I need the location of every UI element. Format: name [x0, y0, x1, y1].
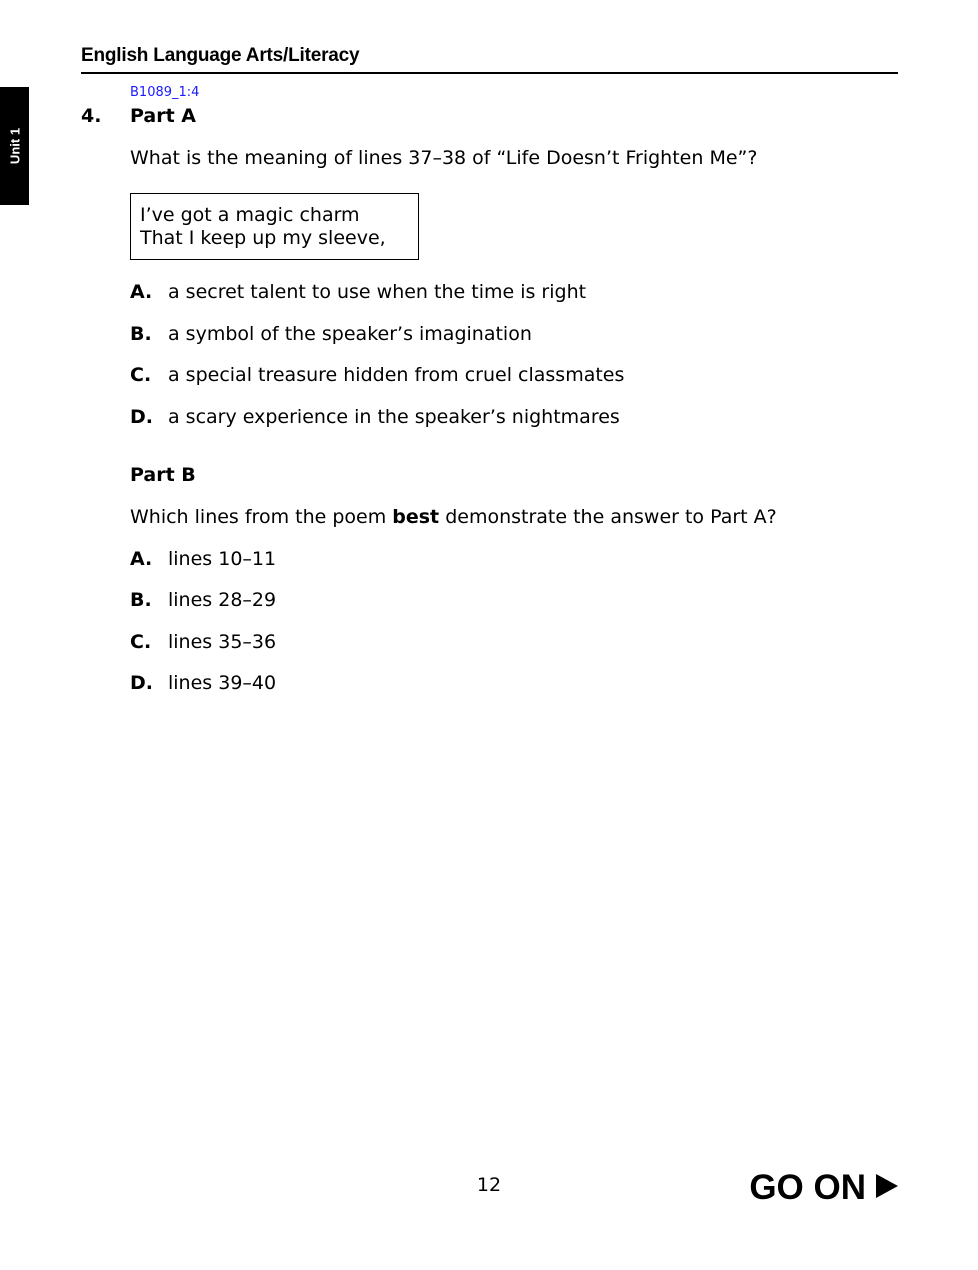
item-code: B1089_1:4 [130, 85, 200, 100]
option-text: lines 10–11 [168, 548, 277, 570]
option-letter: A. [130, 281, 153, 303]
option-letter: C. [130, 364, 152, 386]
part-a-option-d[interactable] [130, 406, 620, 428]
option-text: lines 28–29 [168, 589, 277, 611]
option-text: a scary experience in the speaker’s nightmares [168, 406, 620, 428]
part-a-option-b[interactable] [130, 323, 532, 345]
option-text: a symbol of the speaker’s imagination [168, 323, 532, 345]
part-a-question: What is the meaning of lines 37–38 of “Life Doesn’t Frighten Me”? [130, 147, 758, 169]
unit-tab [0, 87, 29, 205]
option-letter: B. [130, 589, 152, 611]
option-text: a special treasure hidden from cruel classmates [168, 364, 625, 386]
part-a-option-c[interactable] [130, 364, 624, 386]
option-letter: D. [130, 406, 153, 428]
page-number: 12 [476, 1174, 502, 1196]
part-b-question [130, 506, 777, 528]
part-b-option-d[interactable] [130, 672, 276, 694]
part-a-heading: Part A [130, 105, 197, 127]
part-b-option-c[interactable] [130, 631, 276, 653]
poem-excerpt-box [130, 193, 419, 260]
option-text: a secret talent to use when the time is right [168, 281, 587, 303]
question-number: 4. [81, 105, 102, 127]
poem-excerpt-line: I’ve got a magic charm [140, 204, 360, 226]
part-a-option-a[interactable] [130, 281, 586, 303]
part-b-question-end: demonstrate the answer to Part A? [439, 506, 777, 528]
option-letter: D. [130, 672, 153, 694]
part-b-question-emphasis: best [392, 506, 440, 528]
header-divider [81, 72, 898, 74]
option-text: lines 35–36 [168, 631, 277, 653]
option-letter: C. [130, 631, 152, 653]
part-b-heading: Part B [130, 464, 196, 486]
unit-tab-label: Unit 1 [7, 127, 22, 165]
part-b-option-a[interactable] [130, 548, 276, 570]
part-b-question-start: Which lines from the poem [130, 506, 393, 528]
option-letter: A. [130, 548, 153, 570]
part-b-option-b[interactable] [130, 589, 276, 611]
header-title: English Language Arts/Literacy [81, 45, 360, 66]
poem-excerpt-line: That I keep up my sleeve, [140, 227, 386, 249]
option-letter: B. [130, 323, 152, 345]
go-on-indicator [749, 1168, 898, 1208]
option-text: lines 39–40 [168, 672, 277, 694]
right-triangle-arrow-icon [876, 1174, 898, 1198]
go-on-label: GO ON [749, 1168, 866, 1207]
